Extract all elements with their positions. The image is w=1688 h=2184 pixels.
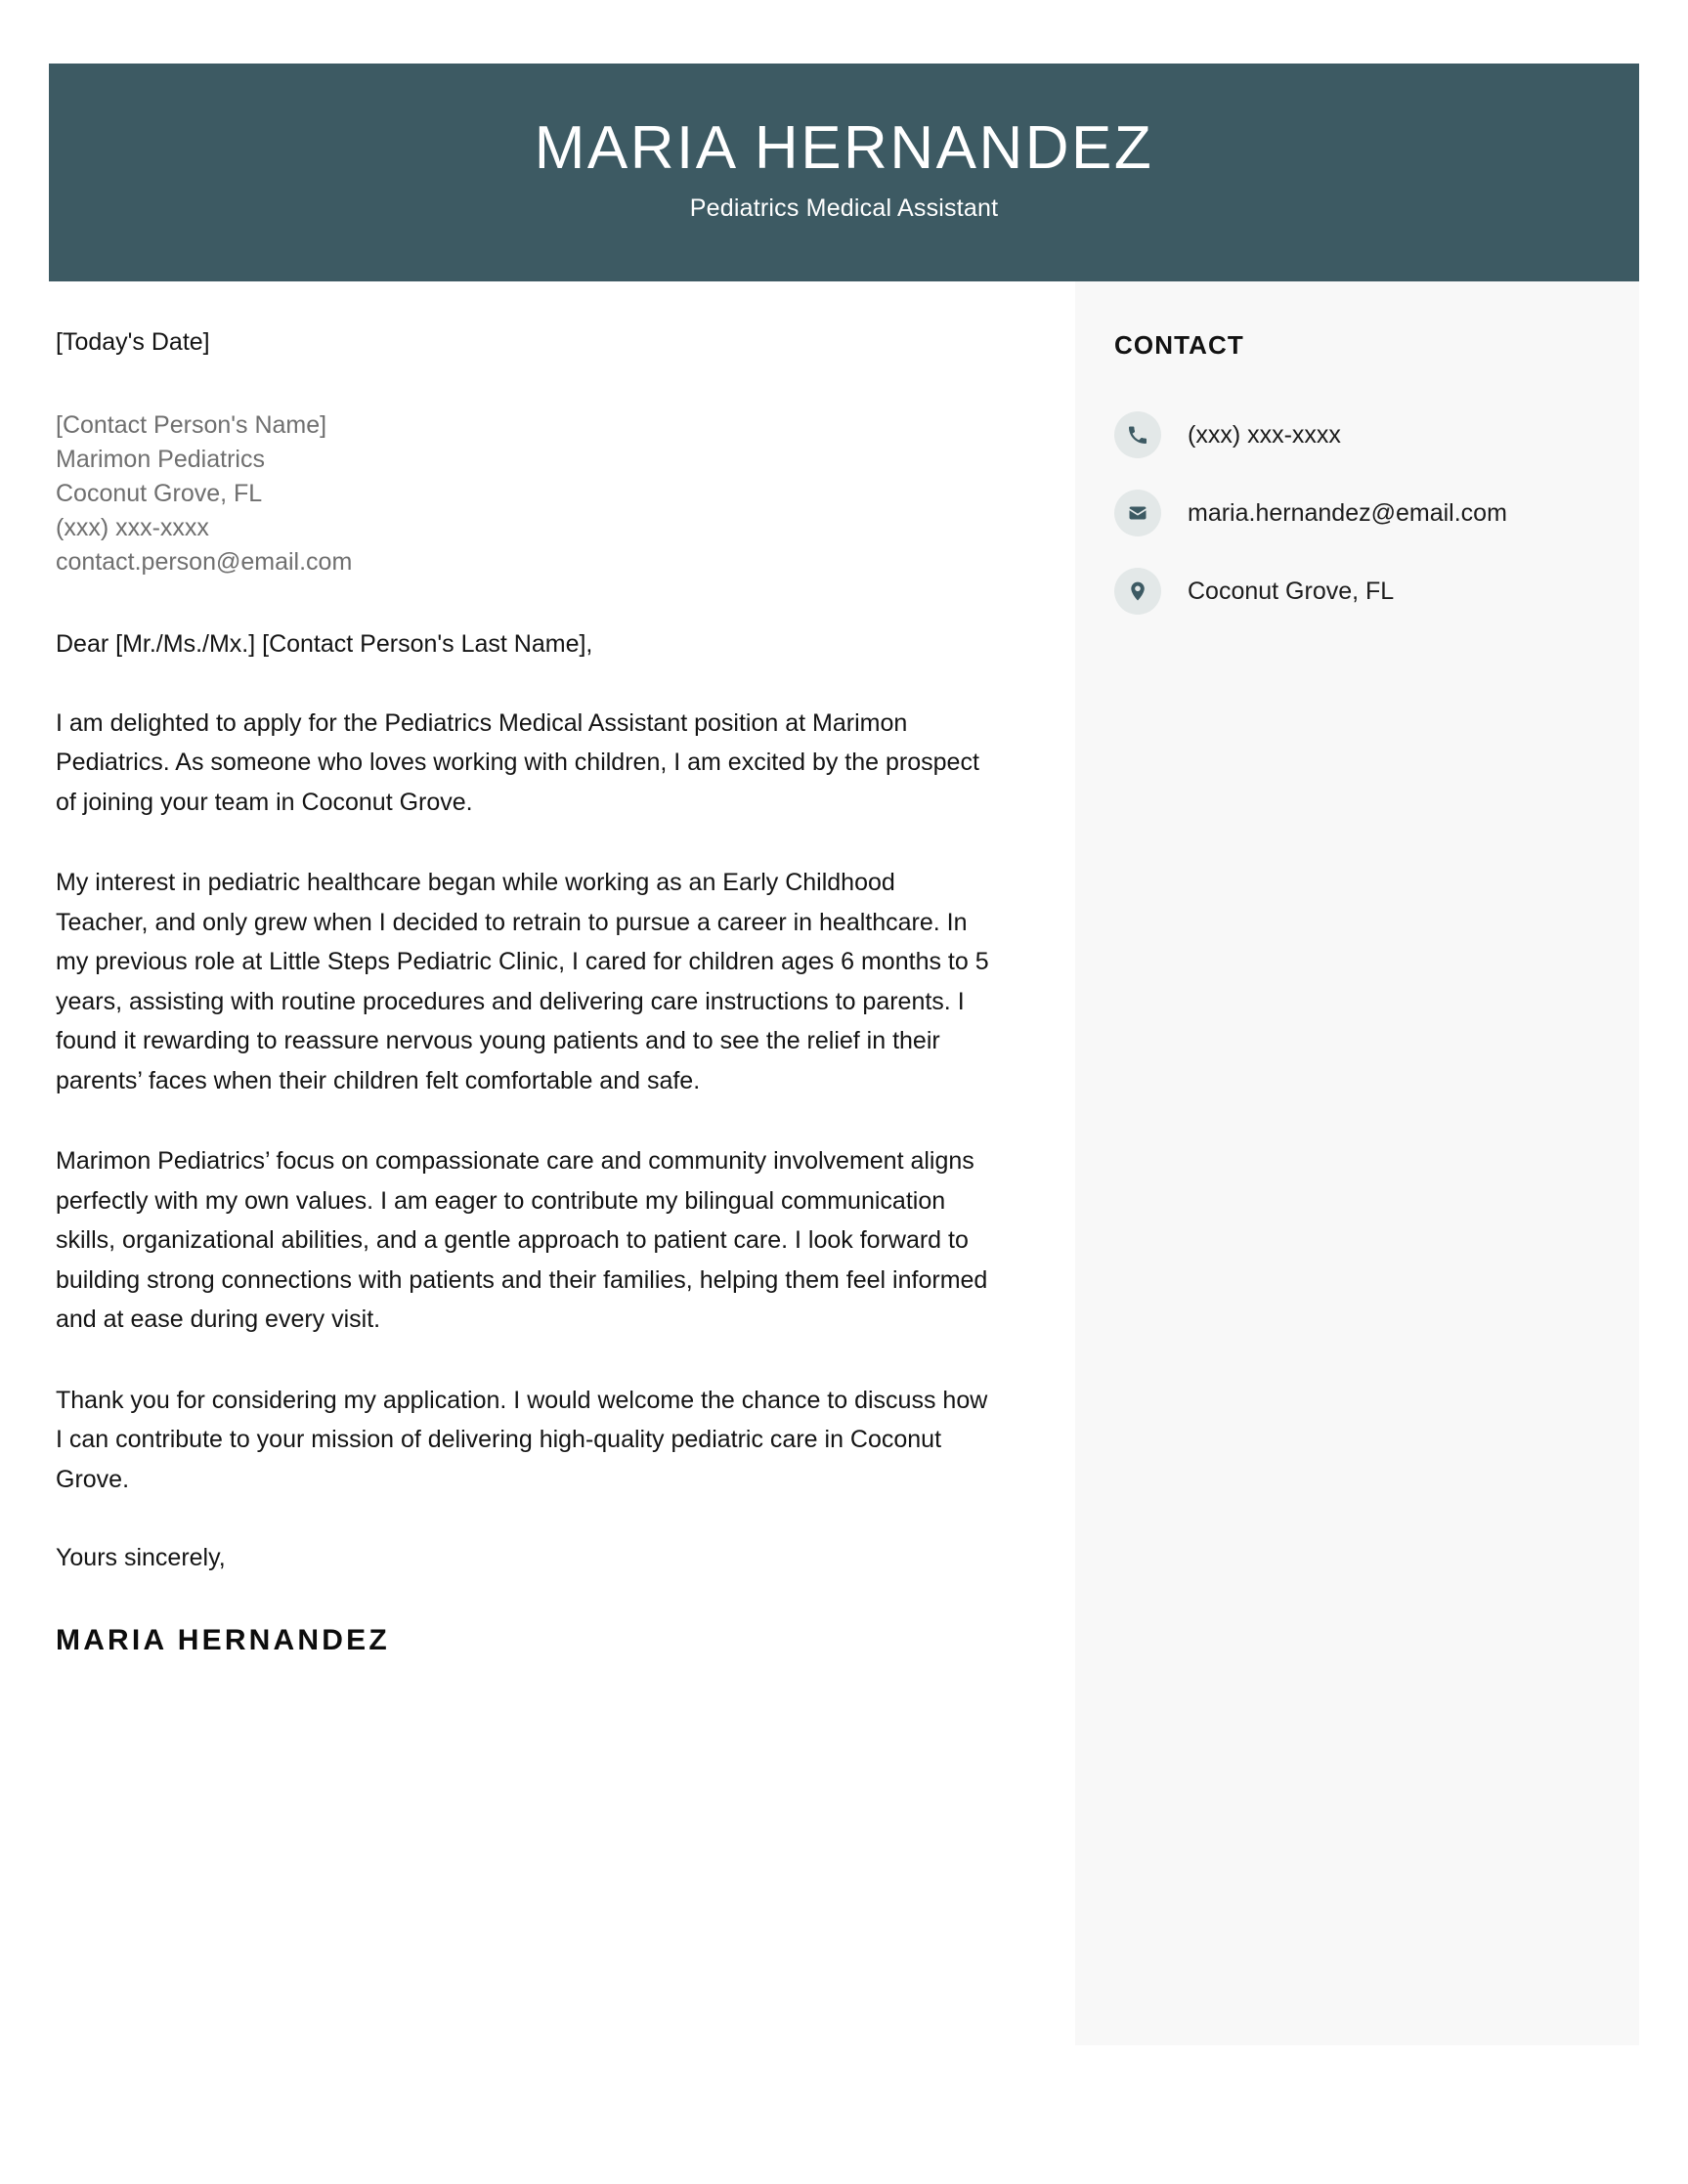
recipient-company: Marimon Pediatrics [56, 446, 265, 474]
salutation: Dear [Mr./Ms./Mx.] [Contact Person's Last Name], [56, 630, 593, 659]
contact-item-email[interactable] [1114, 490, 1639, 536]
contact-sidebar [1075, 281, 1639, 2045]
recipient-phone: (xxx) xxx-xxxx [56, 514, 209, 542]
letter-body [56, 281, 1033, 1657]
contact-item-location[interactable] [1114, 568, 1639, 615]
contact-item-phone[interactable] [1114, 411, 1639, 458]
signature-name: MARIA HERNANDEZ [56, 1624, 390, 1657]
recipient-address-block [56, 408, 1033, 579]
phone-icon [1114, 411, 1161, 458]
letter-header-band [49, 64, 1639, 281]
recipient-name: [Contact Person's Name] [56, 411, 327, 440]
contact-location-value: Coconut Grove, FL [1188, 578, 1395, 605]
body-paragraph-4: Thank you for considering my application. I would welcome the chance to discuss how I can contribute to your mission of delivering high-quality pediatric care in Coconut Grove. [56, 1386, 988, 1493]
recipient-email: contact.person@email.com [56, 548, 353, 577]
contact-phone-value: (xxx) xxx-xxxx [1188, 421, 1341, 449]
candidate-job-title: Pediatrics Medical Assistant [689, 193, 999, 222]
body-paragraph-3: Marimon Pediatrics’ focus on compassionate care and community involvement aligns perfectly with my own values. I am eager to contribute my bilingual communication skills, organizational abilities, and a gentle approach to patient care. I look forward to building strong connections with patients and their families, helping them feel informed and at ease during every visit. [56, 1147, 988, 1333]
candidate-name: MARIA HERNANDEZ [534, 114, 1154, 183]
envelope-icon [1114, 490, 1161, 536]
contact-heading: CONTACT [1114, 330, 1244, 360]
letter-date: [Today's Date] [56, 328, 210, 356]
recipient-location: Coconut Grove, FL [56, 480, 263, 508]
body-paragraph-1: I am delighted to apply for the Pediatrics Medical Assistant position at Marimon Pediatrics. As someone who loves working with children, I am excited by the prospect of joining your team in Coconut Grove. [56, 708, 979, 816]
location-pin-icon [1114, 568, 1161, 615]
body-paragraph-2: My interest in pediatric healthcare began while working as an Early Childhood Teacher, and only grew when I decided to retrain to pursue a career in healthcare. In my previous role at Little Steps Pediatric Clinic, I cared for children ages 6 months to 5 years, assisting with routine procedures and delivering care instructions to parents. I found it rewarding to reassure nervous young patients and to see the relief in their parents’ faces when their children felt comfortable and safe. [56, 869, 989, 1094]
contact-email-value: maria.hernandez@email.com [1188, 499, 1507, 527]
closing-line: Yours sincerely, [56, 1544, 226, 1571]
